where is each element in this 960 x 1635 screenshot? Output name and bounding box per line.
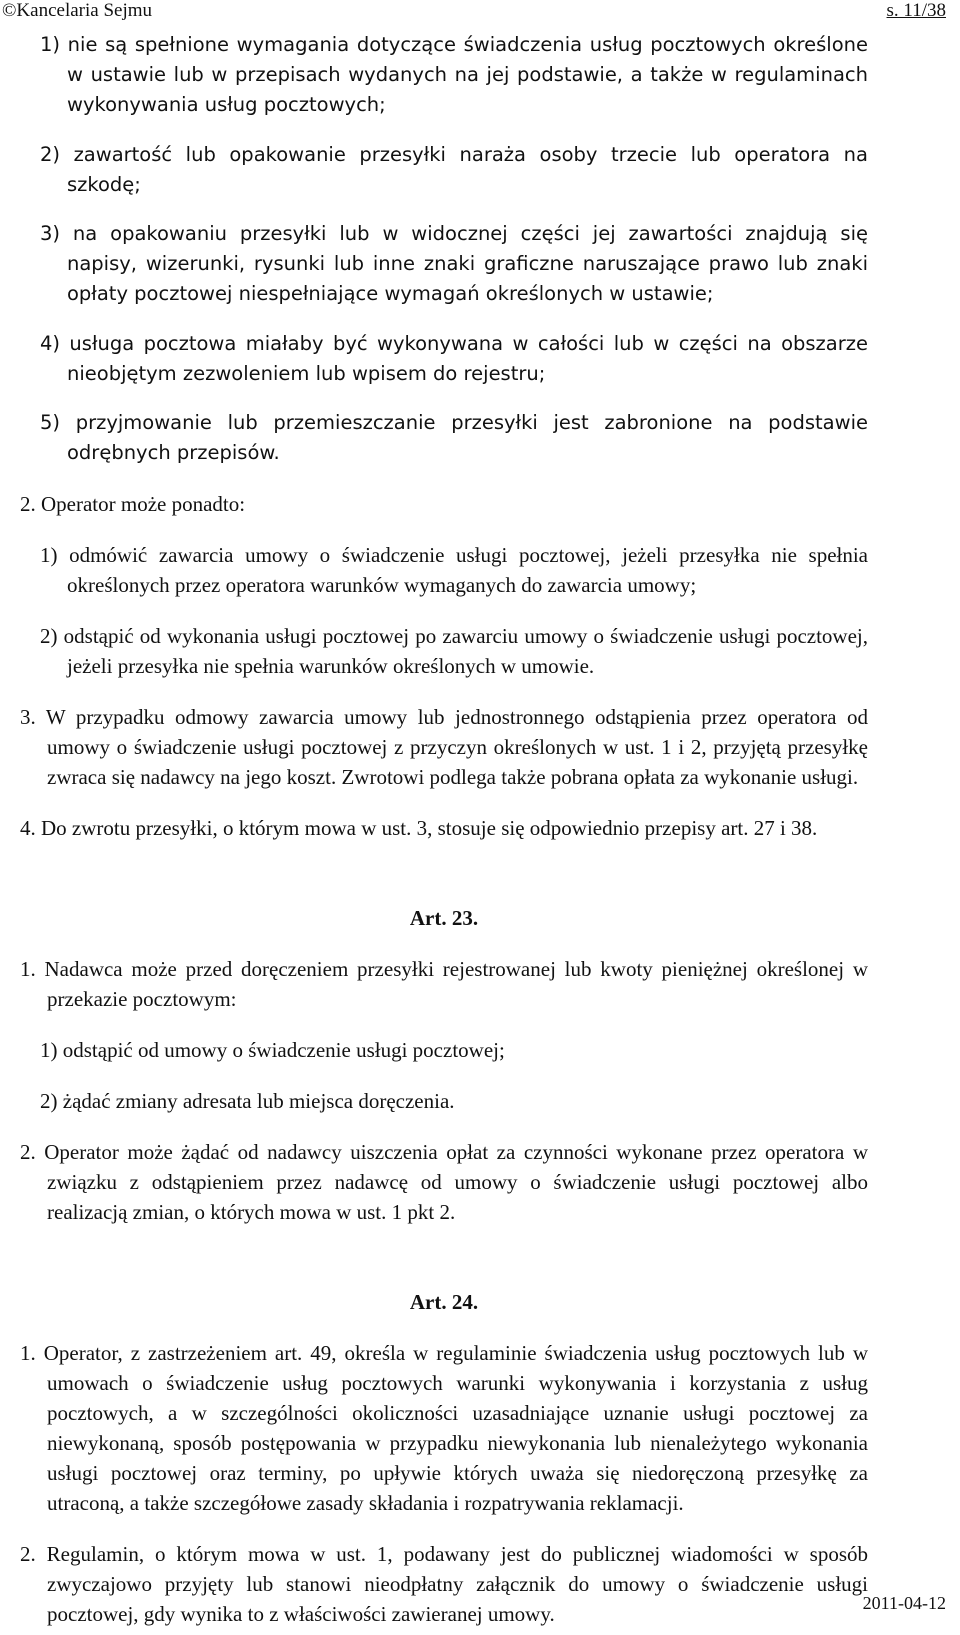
art23-para-1-2: 2) żądać zmiany adresata lub miejsca doręczenia. [40,1089,455,1113]
para-2-1: 1) odmówić zawarcia umowy o świadczenie usługi pocztowej, jeżeli przesyłka nie spełnia określonych przez operatora warunków wymaganych do zawarcia umowy; [40,543,868,597]
para-1-2: 2) zawartość lub opakowanie przesyłki naraża osoby trzecie lub operatora na szkodę; [40,142,868,196]
para-1-3: 3) na opakowaniu przesyłki lub w widocznej części jej zawartości znajdują się napisy, wizerunki, rysunki lub inne znaki graficzne naruszające prawo lub znaki opłaty pocztowej niespełniające wymagań określonych w ustawie; [40,222,868,305]
page-number-text: s. 11/38 [886,0,946,21]
art23-para-1-1: 1) odstąpić od umowy o świadczenie usługi pocztowej; [40,1038,505,1062]
para-2: 2. Operator może ponadto: [20,492,246,516]
page-number [887,0,946,22]
art23-para-1: 1. Nadawca może przed doręczeniem przesyłki rejestrowanej lub kwoty pieniężnej określonej w przekazie pocztowym: [20,957,868,1011]
para-4: 4. Do zwrotu przesyłki, o którym mowa w ust. 3, stosuje się odpowiednio przepisy art. 27 i 38. [20,816,818,840]
art24-para-2: 2. Regulamin, o którym mowa w ust. 1, podawany jest do publicznej wiadomości w sposób zwyczajowo przyjęty lub stanowi nieodpłatny załącznik do umowy o świadczenie usługi pocztowej, gdy wynika to z właściwości zawieranej umowy. [20,1542,868,1626]
article-24-title: Art. 24. [409,1290,479,1314]
document-body [20,30,868,1635]
para-2-2: 2) odstąpić od wykonania usługi pocztowej po zawarciu umowy o świadczenie usługi pocztowej, jeżeli przesyłka nie spełnia warunków określonych w umowie. [40,624,868,678]
para-1-4: 4) usługa pocztowa miałaby być wykonywana w całości lub w części na obszarze nieobjętym zezwoleniem lub wpisem do rejestru; [40,331,868,385]
para-1-5: 5) przyjmowanie lub przemieszczanie przesyłki jest zabronione na podstawie odrębnych przepisów. [40,411,868,464]
article-23-title: Art. 23. [409,906,479,930]
para-1-1: 1) nie są spełnione wymagania dotyczące świadczenia usług pocztowych określone w ustawie lub w przepisach wydanych na jej podstawie, a także w regulaminach wykonywania usług pocztowych; [40,33,868,116]
para-3: 3. W przypadku odmowy zawarcia umowy lub jednostronnego odstąpienia przez operatora od umowy o świadczenie usługi pocztowej z przyczyn określonych w ust. 1 i 2, przyjętą przesyłkę zwraca się nadawcy na jego koszt. Zwrotowi podlega także pobrana opłata za wykonanie usługi. [20,705,868,789]
art23-para-2: 2. Operator może żądać od nadawcy uiszczenia opłat za czynności wykonane przez operatora w związku z odstąpieniem przez nadawcę od umowy o świadczenie usługi pocztowej albo realizacją zmian, o których mowa w ust. 1 pkt 2. [20,1140,868,1224]
document-date: 2011-04-12 [862,1593,946,1613]
art24-para-1: 1. Operator, z zastrzeżeniem art. 49, określa w regulaminie świadczenia usług pocztowych lub w umowach o świadczenie usług pocztowych warunki wykonywania i korzystania z usług pocztowych, a w szczególności okoliczności uzasadniające uznanie usługi pocztowej za niewykonaną, sposób postępowania w przypadku niewykonania lub nienależytego wykonania usługi pocztowej oraz terminy, po upływie których uważa się niedoręczoną przesyłkę za utraconą, a także szczegółowe zasady składania i rozpatrywania reklamacji. [20,1341,868,1515]
copyright-label: ©Kancelaria Sejmu [2,0,153,21]
